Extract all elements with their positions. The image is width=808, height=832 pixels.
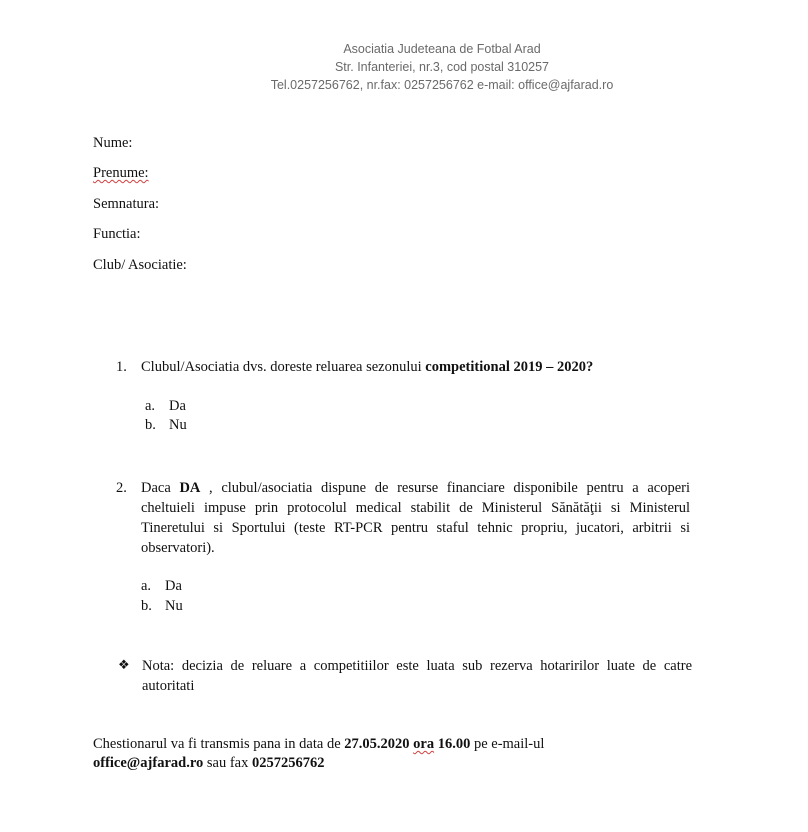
diamond-bullet-icon: ❖	[118, 658, 130, 673]
field-prenume: Prenume:	[93, 165, 149, 181]
question-2-prefix: Daca	[141, 480, 180, 496]
footer-date: 27.05.2020	[344, 736, 414, 752]
association-contact: Tel.0257256762, nr.fax: 0257256762 e-mail: office@ajfarad.ro	[270, 78, 614, 92]
footer-email: office@ajfarad.ro	[93, 755, 204, 771]
association-address: Str. Infanteriei, nr.3, cod postal 310257	[334, 60, 550, 74]
question-1-plain: Clubul/Asociatia dvs. doreste reluarea sezonului	[141, 359, 426, 375]
question-2-option-a	[141, 577, 182, 596]
note	[118, 656, 692, 696]
question-1-bold: competitional 2019 – 2020?	[425, 359, 594, 375]
field-functia: Functia:	[93, 226, 141, 242]
question-1-option-b	[145, 416, 187, 435]
option-label: Nu	[169, 417, 187, 433]
question-1-option-a	[145, 397, 186, 416]
footer-ora: ora	[413, 736, 435, 752]
option-letter: b.	[145, 417, 156, 433]
option-label: Da	[165, 578, 182, 594]
footer-text: Chestionarul va fi transmis pana in data de	[93, 736, 345, 752]
footer-instructions	[93, 735, 713, 773]
question-1-number: 1.	[116, 359, 127, 375]
association-name: Asociatia Judeteana de Fotbal Arad	[343, 42, 541, 56]
question-1-text	[141, 357, 690, 377]
footer-text-3: sau fax	[203, 755, 252, 771]
field-nume: Nume:	[93, 135, 133, 151]
option-letter: a.	[141, 578, 152, 594]
letterhead	[0, 40, 808, 94]
option-letter: a.	[145, 398, 156, 414]
field-semnatura: Semnatura:	[93, 196, 160, 212]
question-1	[116, 357, 690, 377]
field-club: Club/ Asociatie:	[93, 257, 187, 273]
footer-time: 16.00	[434, 736, 471, 752]
option-label: Nu	[165, 598, 183, 614]
question-2	[116, 478, 690, 558]
footer-fax: 0257256762	[251, 755, 325, 771]
footer-text-2: pe e-mail-ul	[470, 736, 545, 752]
option-label: Da	[169, 398, 186, 414]
question-2-body: , clubul/asociatia dispune de resurse financiare disponibile pentru a acoperi cheltuieli impuse prin protocolul medical stabilit de Ministerul Sănătăţii si Ministerul Tineretului si Sportului (teste RT-PCR pentru staful tehnic propriu, jucatori, arbitrii si observatori).	[141, 480, 690, 556]
question-2-text	[141, 478, 690, 558]
question-2-number: 2.	[116, 480, 127, 496]
note-text: Nota: decizia de reluare a competitiilor este luata sub rezerva hotaririlor luate de catre autoritati	[142, 658, 692, 694]
question-2-option-b	[141, 597, 183, 616]
question-2-bold: DA	[179, 480, 201, 496]
option-letter: b.	[141, 598, 152, 614]
